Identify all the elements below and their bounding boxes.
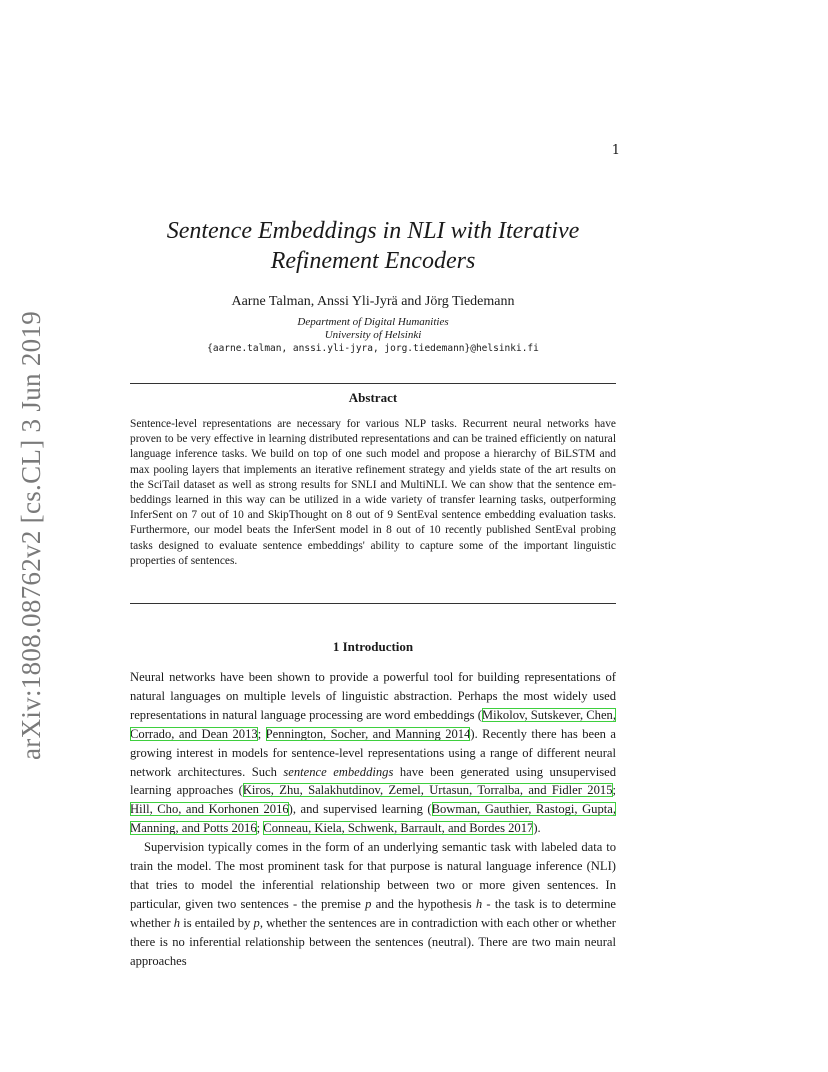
intro-text: Neural networks have been shown to provide a powerful tool for building representations of natural languages on multiple levels of linguistic abstraction. Perhaps the most widely used representations in natural language processing are word embeddings ( — [130, 670, 616, 722]
abstract-heading: Abstract — [348, 390, 398, 405]
citation-link[interactable]: Bowman, Gauthier, Rastogi, Gupta, Manning, and Potts 2016 — [130, 802, 617, 836]
abstract-text: Sentence-level representations are necessary for various NLP tasks. Recurrent neural networks have proven to be very effective in learning distributed representations and can be trained efficiently on natural language inference tasks. We build on top of one such model and propose a hierarchy of BiLSTM and max pooling layers that implements an iterative refinement strategy and yields state of the art results on the SciTail dataset as well as strong results for SNLI and MultiNLI. We can show that the sentence embeddings learned in this way can be utilized in a wide variety of transfer learning tasks, outperforming InferSent on 7 out of 10 and SkipThought on 8 out of 9 SentEval sentence embedding evaluation tasks. Furthermore, our model beats the InferSent model in 8 out of 10 recently published SentEval probing tasks designed to evaluate sentence embeddings' ability to capture some of the important linguistic properties of sentences. — [130, 418, 616, 567]
emphasized-term: sentence embeddings — [283, 764, 394, 779]
page-number: 1 — [611, 143, 620, 158]
math-variable: h — [173, 915, 181, 930]
abstract-top-rule — [130, 383, 616, 384]
intro-text: , whether the sentences are in contradiction with each other or whether there is no inferential relationship between the sentences (neutral). There are two main neural approaches — [130, 915, 616, 968]
section-heading-introduction: 1 Introduction — [332, 639, 414, 654]
citation-link[interactable]: Pennington, Socher, and Manning 2014 — [265, 726, 471, 741]
introduction-body — [130, 668, 616, 971]
citation-link[interactable]: Mikolov, Sutskever, Chen, Corrado, and Dean 2013 — [130, 707, 617, 741]
intro-text: is entailed by — [180, 915, 254, 930]
intro-text: and the hypothesis — [371, 896, 476, 911]
intro-text: ). Recently there has been a growing interest in models for sentence-level representations using a range of different neural network architectures. Such — [130, 726, 617, 779]
authors: Aarne Talman, Anssi Yli-Jyrä and Jörg Tiedemann — [231, 294, 515, 309]
citation-link[interactable]: Hill, Cho, and Korhonen 2016 — [130, 802, 289, 817]
intro-text: ; — [257, 726, 266, 741]
math-variable: p — [253, 915, 260, 930]
citation-link[interactable]: Conneau, Kiela, Schwenk, Barrault, and Bordes 2017 — [263, 821, 534, 836]
arxiv-identifier-stamp: arXiv:1808.08762v2 [cs.CL] 3 Jun 2019 — [16, 310, 46, 760]
title-line-2: Refinement Encoders — [270, 248, 476, 274]
intro-text: have been generated using unsupervised learning approaches ( — [130, 764, 616, 798]
citation-link[interactable]: Kiros, Zhu, Salakhutdinov, Zemel, Urtasun, Torralba, and Fidler 2015 — [242, 783, 613, 798]
math-variable: p — [365, 896, 372, 911]
intro-text: - the task is to determine whether — [130, 896, 616, 930]
intro-paragraph-2 — [130, 838, 616, 970]
intro-text: ). — [533, 821, 541, 836]
intro-paragraph-1 — [130, 668, 616, 838]
department: Department of Digital Humanities — [297, 316, 449, 328]
math-variable: h — [475, 896, 483, 911]
intro-text: ; — [612, 783, 616, 798]
intro-text: ), and supervised learning ( — [288, 802, 432, 817]
paper-title — [130, 216, 616, 276]
author-emails: {aarne.talman, anssi.yli-jyra, jorg.tiedemann}@helsinki.fi — [207, 343, 539, 354]
title-line-1: Sentence Embeddings in NLI with Iterative — [166, 218, 580, 244]
abstract-bottom-rule — [130, 603, 616, 604]
intro-text: ; — [256, 821, 264, 836]
intro-text: Supervision typically comes in the form of an underlying semantic task with labeled data to train the model. The most prominent task for that purpose is natural language inference (NLI) that tries to model the inferential relationship between two or more given sentences. In particular, given two sentences - the premise — [130, 840, 616, 911]
university: University of Helsinki — [324, 329, 422, 341]
